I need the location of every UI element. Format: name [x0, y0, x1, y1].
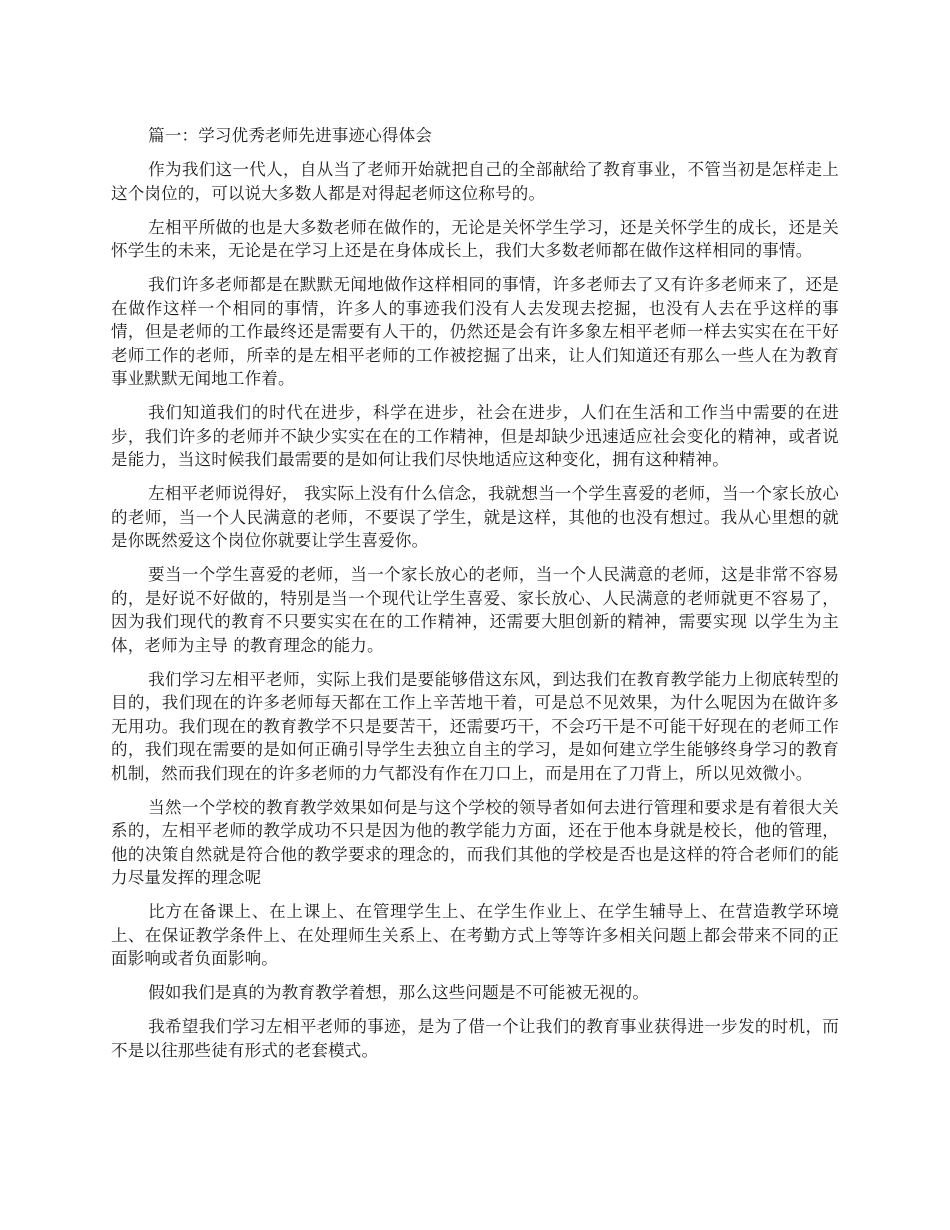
paragraph-5: 左相平老师说得好， 我实际上没有什么信念，我就想当一个学生喜爱的老师，当一个家长放心的老师，当一个人民满意的老师，不要误了学生，就是这样，其他的也没有想过。我从心里想的就是你既然爱这个岗位你就要让学生喜爱你。 — [111, 484, 839, 550]
paragraph-8: 当然一个学校的教育教学效果如何是与这个学校的领导者如何去进行管理和要求是有着很大关系的，左相平老师的教学成功不只是因为他的教学能力方面，还在于他本身就是校长，他的管理，他的决策自然就是符合他的教学要求的理念的，而我们其他的学校是否也是这样的符合老师们的能力尽量发挥的理念呢 — [111, 797, 839, 887]
paragraph-10: 假如我们是真的为教育教学着想，那么这些问题是不可能被无视的。 — [148, 983, 650, 1002]
paragraph-3: 我们许多老师都是在默默无闻地做作这样相同的事情，许多老师去了又有许多老师来了，还是在做作这样一个相同的事情，许多人的事迹我们没有人去发现去挖掘，也没有人去在乎这样的事情，但是老师的工作最终还是需要有人干的，仍然还是会有许多象左相平老师一样去实实在在干好老师工作的老师，所幸的是左相平老师的工作被挖掘了出来，让人们知道还有那么一些人在为教育事业默默无闻地工作着。 — [111, 275, 839, 388]
paragraph-11: 我希望我们学习左相平老师的事迹，是为了借一个让我们的教育事业获得进一步发的时机，而不是以往那些徒有形式的老套模式。 — [111, 1017, 839, 1060]
paragraph-1: 作为我们这一代人，自从当了老师开始就把自己的全部献给了教育事业，不管当初是怎样走上这个岗位的，可以说大多数人都是对得起老师这位称号的。 — [111, 160, 839, 203]
document-title: 篇一：学习优秀老师先进事迹心得体会 — [148, 126, 433, 145]
paragraph-4: 我们知道我们的时代在进步，科学在进步，社会在进步，人们在生活和工作当中需要的在进步，我们许多的老师并不缺少实实在在的工作精神，但是却缺少迅速适应社会变化的精神，或者说是能力，当这时候我们最需要的是如何让我们尽快地适应这种变化，拥有这种精神。 — [111, 403, 839, 469]
document-page — [111, 124, 839, 1073]
paragraph-6: 要当一个学生喜爱的老师，当一个家长放心的老师，当一个人民满意的老师，这是非常不容易的，是好说不好做的，特别是当一个现代让学生喜爱、家长放心、人民满意的老师就更不容易了，因为我们现代的教育不只要实实在在的工作精神，还需要大胆创新的精神，需要实现 以学生为主体，老师为主导 的教育理念的能力。 — [111, 565, 839, 655]
paragraph-7: 我们学习左相平老师，实际上我们是要能够借这东风，到达我们在教育教学能力上彻底转型的目的，我们现在的许多老师每天都在工作上辛苦地干着，可是总不见效果，为什么呢因为在做许多无用功。我们现在的教育教学不只是要苦干，还需要巧干，不会巧干是不可能干好现在的老师工作的，我们现在需要的是如何正确引导学生去独立自主的学习，是如何建立学生能够终身学习的教育机制，然而我们现在的许多老师的力气都没有作在刀口上，而是用在了刀背上，所以见效微小。 — [111, 669, 839, 783]
paragraph-9: 比方在备课上、在上课上、在管理学生上、在学生作业上、在学生辅导上、在营造教学环境上、在保证教学条件上、在处理师生关系上、在考勤方式上等等许多相关问题上都会带来不同的正面影响或者负面影响。 — [111, 902, 839, 968]
paragraph-2: 左相平所做的也是大多数老师在做作的，无论是关怀学生学习，还是关怀学生的成长，还是关怀学生的未来，无论是在学习上还是在身体成长上，我们大多数老师都在做作这样相同的事情。 — [111, 217, 839, 260]
